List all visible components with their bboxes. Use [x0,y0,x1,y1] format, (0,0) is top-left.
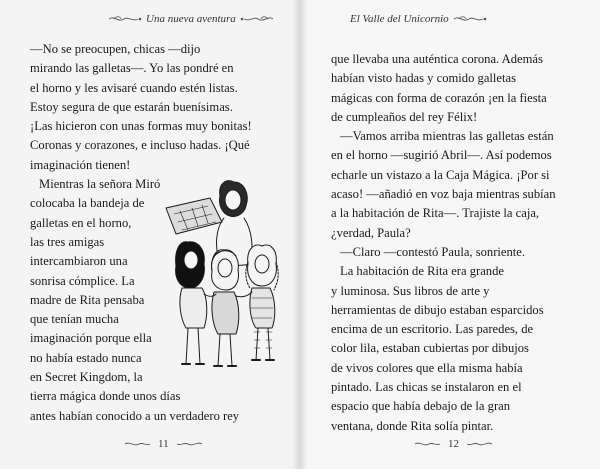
text-line: que llevaba una auténtica corona. Además [331,52,543,66]
text-line: de vivos colores que ella misma había [331,360,523,375]
text-line: en el horno —sugirió Abril—. Así podemos [331,148,552,163]
right-running-head-text: El Valle del Unicornio [350,13,449,25]
flourish-ornament-icon [175,440,203,448]
text-line: el horno y les avisaré cuando estén listas. [30,80,238,95]
text-line: de cumpleaños del rey Félix! [331,109,478,124]
text-line: Estoy segura de que estarán buenísimas. [30,99,233,114]
text-line: tierra mágica donde unos días [30,389,181,404]
text-line: en Secret Kingdom, la [30,370,143,385]
left-page-folio [118,437,209,451]
text-line: madre de Rita pensaba [30,292,145,307]
text-line: herramientas de dibujo estaban esparcidos [331,302,544,317]
text-line: —No se preocupen, chicas —dijo [30,42,201,56]
text-line: y luminosa. Sus libros de arte y [331,283,490,298]
flourish-ornament-icon [453,14,487,24]
text-line: ¡Las hicieron con unas formas muy bonitas! [30,119,252,134]
text-line: imaginación tienen! [30,157,131,172]
text-line: mágicas con forma de corazón ¡en la fiesta [331,90,547,105]
page-number: 11 [158,438,169,450]
text-line: —Vamos arriba mientras las galletas están [340,129,554,144]
text-line: intercambiaron una [30,254,128,269]
text-line: echarle un vistazo a la Caja Mágica. ¡Por si [331,167,550,182]
text-line: Mientras la señora Miró [39,177,161,192]
text-line: a la habitación de Rita—. Trajiste la caja, [331,206,540,221]
three-girls-and-woman-illustration [164,170,294,370]
flourish-ornament-icon [124,440,152,448]
left-running-head-text: Una nueva aventura [146,13,236,25]
right-running-head [350,10,491,28]
text-line: Coronas y corazones, e incluso hadas. ¡Qué [30,138,250,153]
right-page-folio [408,437,499,451]
left-running-head [104,10,278,28]
text-line: no había estado nunca [30,350,142,365]
book-gutter [292,0,308,469]
text-line: imaginación porque ella [30,331,152,346]
text-line: sonrisa cómplice. La [30,273,135,288]
flourish-ornament-icon [108,14,142,24]
text-line: color lila, estaban cubiertas por dibujos [331,341,529,356]
page-number: 12 [448,438,459,450]
text-line: encima de un escritorio. Las paredes, de [331,322,534,337]
right-body-text [331,50,556,436]
text-line: —Claro —contestó Paula, sonriente. [340,244,526,259]
flourish-ornament-icon [465,440,493,448]
text-line: que tenían mucha [30,312,119,327]
text-line: ventana, donde Rita solía pintar. [331,418,494,433]
text-line: espacio que había debajo de la gran [331,399,511,414]
text-line: mirando las galletas—. Yo las pondré en [30,61,234,76]
text-line: galletas en el horno, [30,215,132,230]
text-line: acaso! —añadió en voz baja mientras subían [331,187,556,202]
text-line: colocaba la bandeja de [30,196,145,211]
text-line: La habitación de Rita era grande [340,264,504,279]
text-line: pintado. Las chicas se instalaron en el [331,380,522,395]
text-line: habían visto hadas y comido galletas [331,71,517,86]
text-line: las tres amigas [30,234,105,249]
text-line: ¿verdad, Paula? [331,225,411,240]
flourish-ornament-icon [414,440,442,448]
flourish-ornament-icon [240,14,274,24]
text-line: antes habían conocido a un verdadero rey [30,408,240,423]
right-page [300,0,600,469]
